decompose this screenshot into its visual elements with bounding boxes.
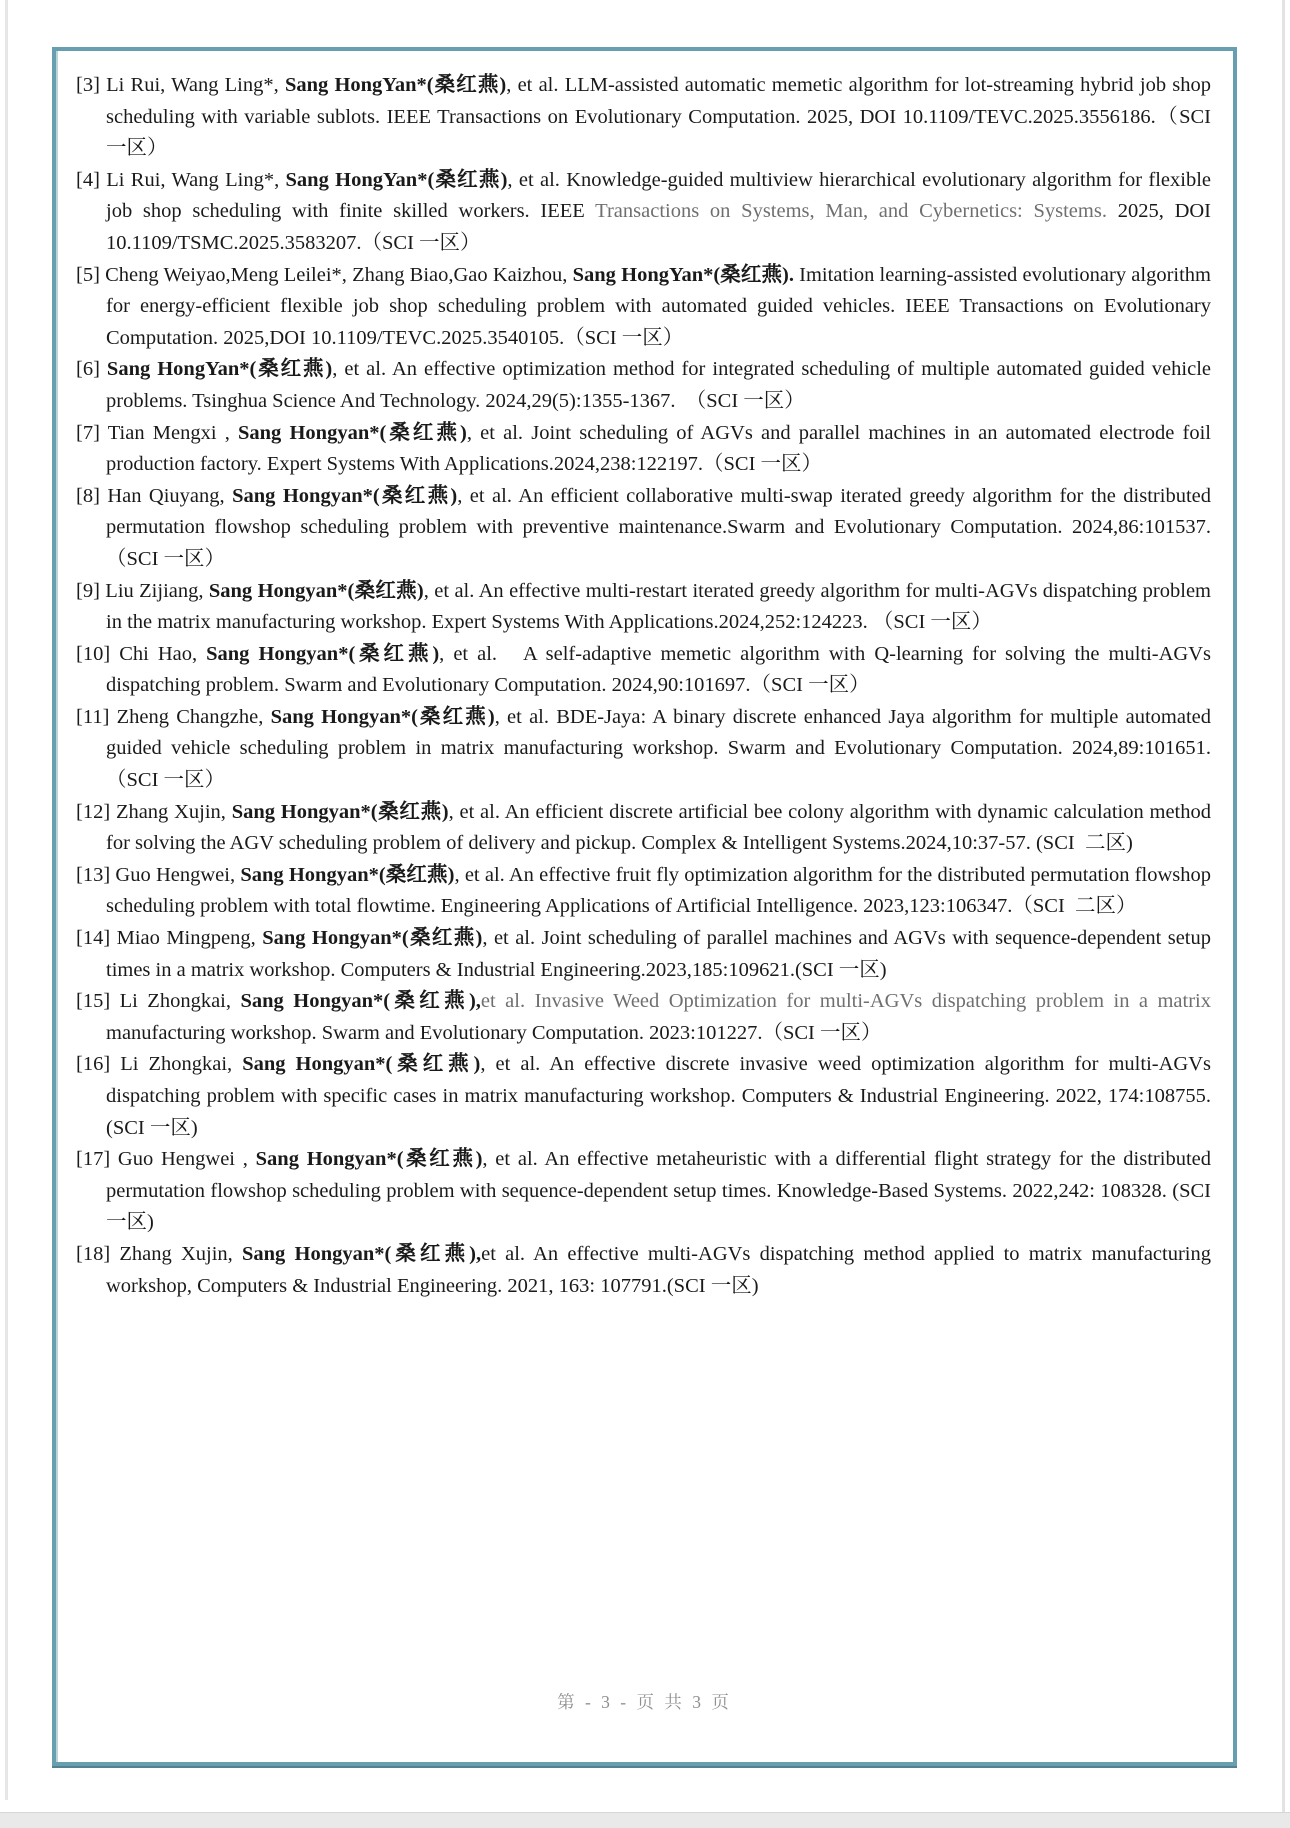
reference-text-segment: Li Rui, Wang Ling*,: [106, 168, 286, 191]
reference-number: [5]: [76, 263, 100, 286]
reference-number: [4]: [76, 168, 100, 191]
reference-number: [8]: [76, 484, 100, 507]
reference-text-segment: Sang Hongyan*(桑红燕): [232, 484, 458, 507]
reference-text-segment: , et al. An effective multi-restart iterated greedy algorithm for multi-AGVs dispatching problem in the matrix manufacturing workshop. Expert Systems With Applications.2024,252:124223. （SCI 一区）: [106, 579, 1211, 634]
reference-item: [76, 986, 1211, 1049]
reference-text-segment: Sang HongYan*(桑红燕): [285, 168, 508, 191]
reference-number: [13]: [76, 863, 111, 886]
reference-text-segment: Sang Hongyan*(桑红燕): [255, 1148, 483, 1171]
reference-text-segment: , et al. LLM-assisted automatic memetic algorithm for lot-streaming hybrid job shop scheduling with variable sublots. IEEE Transactions on Evolutionary Computation. 2025, DOI 10.1109/TEVC.2025.3556186.（SCI 一区）: [106, 74, 1211, 160]
reference-text-segment: , et al. An efficient discrete artificial bee colony algorithm with dynamic calculation method for solving the AGV scheduling problem of delivery and pickup. Complex & Intelligent Systems.2024,10:37-57. (SCI 二区): [106, 800, 1211, 855]
reference-text-segment: Sang Hongyan*(桑红燕): [240, 863, 455, 886]
reference-text-segment: Sang HongYan*(桑红燕): [106, 358, 333, 381]
reference-item: [76, 165, 1211, 260]
reference-text-segment: Sang Hongyan*(桑红燕): [262, 927, 483, 950]
reference-number: [6]: [76, 358, 100, 381]
reference-text-segment: , et al. Knowledge-guided multiview hierarchical evolutionary algorithm for flexible job shop scheduling with finite skilled workers. IEEE: [106, 168, 1211, 223]
reference-item: [76, 1049, 1211, 1144]
reference-text-segment: Sang Hongyan*(桑红燕),: [241, 1242, 482, 1265]
reference-number: [7]: [76, 421, 100, 444]
reference-list: [56, 51, 1233, 1302]
reference-text-segment: Sang Hongyan*(桑红燕): [242, 1053, 481, 1076]
reference-number: [18]: [76, 1242, 111, 1265]
reference-number: [14]: [76, 927, 111, 950]
reference-text-segment: Li Zhongkai,: [119, 990, 241, 1013]
reference-item: [76, 1239, 1211, 1302]
reference-text-segment: Imitation learning-assisted evolutionary algorithm for energy-efficient flexible job shop scheduling problem with automated guided vehicles. IEEE Transactions on Evolutionary Computation. 2025,DOI 10.1109/TEVC.2025.3540105.（SCI 一区）: [106, 263, 1211, 349]
reference-text-segment: , et al. An effective discrete invasive weed optimization algorithm for multi-AGVs dispatching problem with specific cases in matrix manufacturing workshop. Computers & Industrial Engineering. 2022, 174:108755.(SCI 一区): [106, 1053, 1211, 1139]
reference-text-segment: Guo Hengwei,: [115, 863, 241, 886]
reference-number: [12]: [76, 800, 111, 823]
reference-text-segment: Sang Hongyan*(桑红燕): [238, 421, 467, 444]
reference-text-segment: , et al. An effective fruit fly optimization algorithm for the distributed permutation flowshop scheduling problem with total flowtime. Engineering Applications of Artificial Intelligence. 2023,123:106347.（SCI 二区）: [106, 863, 1211, 918]
reference-text-segment: Zheng Changzhe,: [116, 705, 271, 728]
reference-item: [76, 797, 1211, 860]
reference-text-segment: Liu Zijiang,: [105, 579, 209, 602]
reference-text-segment: , et al. Joint scheduling of AGVs and parallel machines in an automated electrode foil production factory. Expert Systems With Applications.2024,238:122197.（SCI 一区）: [106, 421, 1211, 476]
reference-number: [9]: [76, 579, 100, 602]
reference-text-segment: Han Qiuyang,: [107, 484, 233, 507]
reference-text-segment: Chi Hao,: [119, 642, 207, 665]
page-edge-shadow-left: [5, 0, 8, 1800]
reference-text-segment: Li Rui, Wang Ling*,: [106, 74, 285, 96]
reference-text-segment: Zhang Xujin,: [115, 800, 232, 823]
reference-number: [10]: [76, 642, 111, 665]
reference-text-segment: Tian Mengxi ,: [107, 421, 238, 444]
reference-item: [76, 70, 1211, 165]
reference-text-segment: Sang HongYan*(桑红燕).: [572, 263, 794, 286]
reference-text-segment: Sang Hongyan*(桑红燕),: [240, 990, 481, 1013]
reference-text-segment: Sang Hongyan*(桑红燕): [270, 705, 495, 728]
reference-number: [3]: [76, 74, 100, 96]
reference-number: [16]: [76, 1053, 111, 1076]
reference-number: [15]: [76, 990, 111, 1013]
reference-text-segment: Miao Mingpeng,: [116, 927, 263, 950]
reference-text-segment: manufacturing workshop. Swarm and Evolutionary Computation. 2023:101227.（SCI 一区）: [106, 1021, 882, 1044]
reference-text-segment: , et al. Joint scheduling of parallel machines and AGVs with sequence-dependent setup times in a matrix workshop. Computers & Industrial Engineering.2023,185:109621.(SCI 一区): [106, 927, 1212, 981]
reference-item: [76, 923, 1211, 986]
reference-item: [76, 639, 1211, 702]
reference-text-segment: , et al. An effective metaheuristic with a differential flight strategy for the distributed permutation flowshop scheduling problem with sequence-dependent setup times. Knowledge-Based Systems. 2022,242: 108328. (SCI 一区): [106, 1148, 1211, 1234]
reference-item: [76, 860, 1211, 923]
page-bottom-gap: [0, 1812, 1290, 1828]
page-edge-shadow-right: [1282, 0, 1285, 1812]
reference-text-segment: , et al. A self-adaptive memetic algorithm with Q-learning for solving the multi-AGVs dispatching problem. Swarm and Evolutionary Computation. 2024,90:101697.（SCI 一区）: [106, 642, 1212, 697]
reference-text-segment: , et al. BDE-Jaya: A binary discrete enhanced Jaya algorithm for multiple automated guided vehicle scheduling problem in matrix manufacturing workshop. Swarm and Evolutionary Computation. 2024,89:101651.（SCI 一区）: [106, 705, 1212, 792]
reference-text-segment: Sang Hongyan*(桑红燕): [206, 642, 440, 665]
reference-text-segment: , et al. An efficient collaborative multi-swap iterated greedy algorithm for the distributed permutation flowshop scheduling problem with preventive maintenance.Swarm and Evolutionary Computation. 2024,86:101537.（SCI 一区）: [106, 484, 1211, 570]
reference-item: [76, 354, 1211, 417]
reference-item: [76, 260, 1211, 355]
reference-text-segment: Li Zhongkai,: [120, 1053, 243, 1076]
reference-text-segment: Zhang Xujin,: [119, 1242, 242, 1265]
reference-item: [76, 481, 1211, 576]
reference-item: [76, 702, 1211, 797]
reference-text-segment: Sang HongYan*(桑红燕): [284, 74, 507, 96]
reference-item: [76, 576, 1211, 639]
page-footer: 第 - 3 - 页 共 3 页: [557, 1692, 732, 1712]
reference-text-segment: Guo Hengwei ,: [117, 1148, 256, 1171]
reference-text-segment: Transactions on Systems, Man, and Cybernetics: Systems.: [595, 200, 1107, 223]
reference-text-segment: , et al. An effective optimization method for integrated scheduling of multiple automated guided vehicle problems. Tsinghua Science And Technology. 2024,29(5):1355-1367. （SCI 一区）: [106, 358, 1211, 412]
reference-text-segment: 2025, DOI 10.1109/TSMC.2025.3583207.（SCI 一区）: [106, 200, 1211, 254]
reference-text-segment: Cheng Weiyao,Meng Leilei*, Zhang Biao,Gao Kaizhou,: [105, 263, 573, 286]
reference-number: [17]: [76, 1148, 111, 1171]
reference-item: [76, 1144, 1211, 1239]
document-page-frame: [52, 47, 1237, 1766]
reference-text-segment: et al. Invasive Weed Optimization for multi-AGVs dispatching problem in a matrix: [480, 990, 1211, 1013]
reference-text-segment: Sang Hongyan*(桑红燕): [208, 579, 424, 602]
reference-text-segment: Sang Hongyan*(桑红燕): [231, 800, 449, 823]
reference-number: [11]: [76, 705, 110, 728]
reference-item: [76, 418, 1211, 481]
reference-text-segment: et al. An effective multi-AGVs dispatching method applied to matrix manufacturing workshop, Computers & Industrial Engineering. 2021, 163: 107791.(SCI 一区): [106, 1242, 1211, 1297]
